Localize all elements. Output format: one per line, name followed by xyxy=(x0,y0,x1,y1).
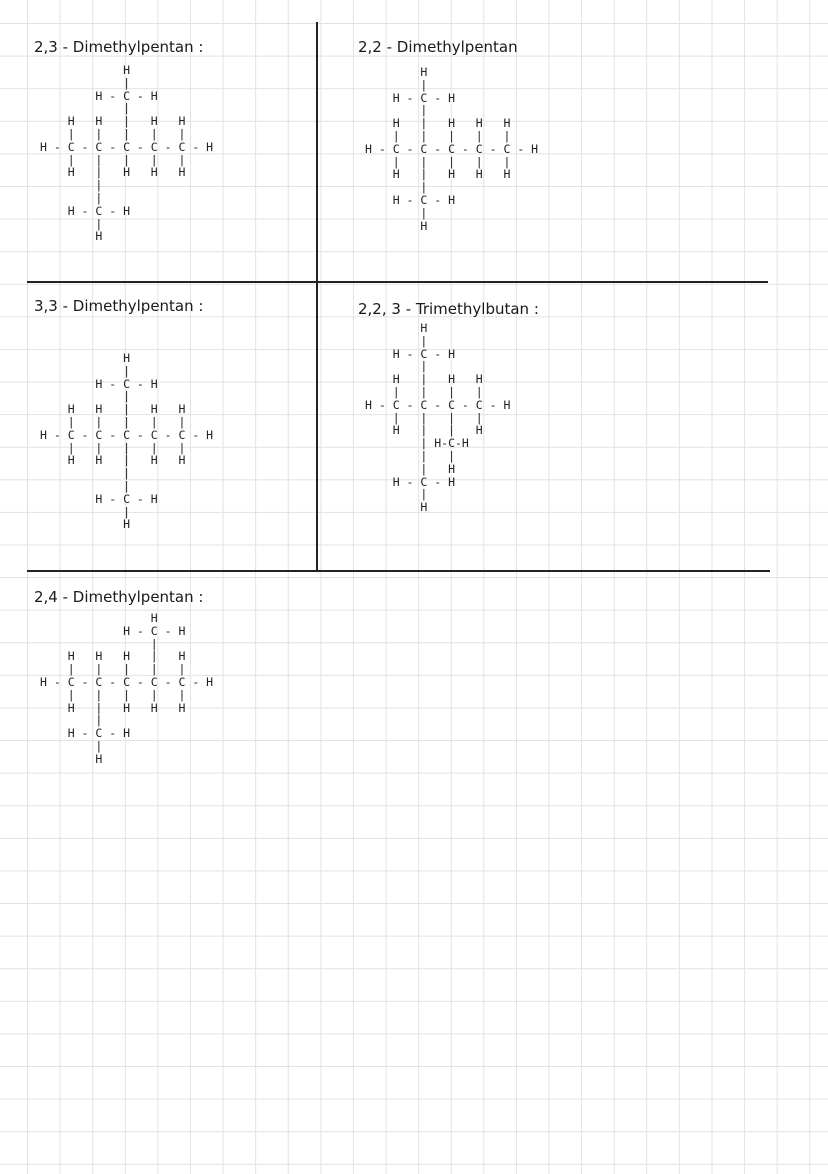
structure-row: | | | | | xyxy=(40,414,186,429)
structure-3-3-dimethylpentan xyxy=(40,352,213,531)
structure-row: | | | | | xyxy=(40,687,186,702)
structure-row: H | H H H xyxy=(365,167,511,182)
horizontal-divider-1 xyxy=(27,281,768,283)
structure-row: | | xyxy=(365,448,456,463)
structure-row: | xyxy=(365,103,428,118)
structure-row: H xyxy=(40,611,158,625)
structure-row: H H H | H xyxy=(40,649,186,664)
structure-row: | xyxy=(40,478,131,493)
structure-row: | | | | | xyxy=(40,440,186,455)
structure-row: H - C - H xyxy=(40,203,131,218)
structure-row: | H xyxy=(365,461,456,476)
structure-row: | | | | | xyxy=(40,662,186,677)
title-2-2-3-trimethylbutan: 2,2, 3 - Trimethylbutan : xyxy=(358,300,539,318)
structure-row: | | | | | xyxy=(40,126,186,141)
structure-row: H xyxy=(40,751,103,766)
structure-row: H xyxy=(40,229,103,244)
horizontal-divider-2 xyxy=(27,570,770,572)
structure-row: | xyxy=(365,77,428,92)
structure-row: | xyxy=(365,333,428,348)
structure-row: H xyxy=(40,517,131,532)
structure-row: H - C - H xyxy=(40,376,158,391)
structure-row: | xyxy=(40,190,103,205)
structure-row: | xyxy=(365,205,428,220)
structure-row: H - C - H xyxy=(40,726,131,741)
title-2-3-dimethylpentan: 2,3 - Dimethylpentan : xyxy=(34,38,204,56)
structure-row: H | H H xyxy=(365,372,483,387)
structure-row: | xyxy=(40,713,103,728)
structure-row: | | | | xyxy=(365,384,483,399)
structure-2-4-dimethylpentan xyxy=(40,612,213,766)
structure-row: | xyxy=(40,363,131,378)
structure-row: | xyxy=(365,487,428,502)
structure-row: H | | H xyxy=(365,423,483,438)
structure-row: H - C - C - C - C - H xyxy=(365,397,511,412)
structure-row: | xyxy=(40,504,131,519)
structure-row: H xyxy=(365,65,428,79)
structure-row: | xyxy=(365,180,428,195)
structure-row: | xyxy=(40,75,131,90)
structure-row: | xyxy=(40,216,103,231)
title-2-4-dimethylpentan: 2,4 - Dimethylpentan : xyxy=(34,588,204,606)
structure-row: H - C - C - C - C - C - H xyxy=(40,674,214,689)
structure-2-3-dimethylpentan xyxy=(40,64,213,243)
structure-row: H | H H H xyxy=(365,116,511,131)
structure-row: H | H H H xyxy=(40,700,186,715)
structure-row: H - C - C - C - C - C - H xyxy=(365,141,539,156)
structure-row: H xyxy=(365,500,428,515)
structure-row: H - C - H xyxy=(40,623,186,638)
structure-row: | xyxy=(40,101,131,116)
structure-row: H xyxy=(365,321,428,335)
structure-row: H H | H H xyxy=(40,402,186,417)
structure-row: | xyxy=(365,359,428,374)
structure-row: H xyxy=(365,218,428,233)
structure-row: | xyxy=(40,178,103,193)
structure-row: H - C - H xyxy=(40,88,158,103)
structure-row: H - C - H xyxy=(365,346,456,361)
structure-row: H - C - H xyxy=(40,491,158,506)
structure-row: H - C - C - C - C - C - H xyxy=(40,427,214,442)
structure-row: H - C - H xyxy=(365,192,456,207)
structure-row: | | | | | xyxy=(365,154,511,169)
structure-row: H xyxy=(40,63,131,77)
structure-row: | | | | | xyxy=(40,152,186,167)
structure-2-2-dimethylpentan xyxy=(365,66,538,232)
structure-row: H | H H H xyxy=(40,165,186,180)
structure-row: H H | H H xyxy=(40,114,186,129)
structure-row: | xyxy=(40,636,158,651)
title-2-2-dimethylpentan: 2,2 - Dimethylpentan xyxy=(358,38,518,56)
structure-row: H - C - C - C - C - C - H xyxy=(40,139,214,154)
structure-row: H - C - H xyxy=(365,474,456,489)
structure-row: | xyxy=(40,466,131,481)
structure-row: H H | H H xyxy=(40,453,186,468)
structure-row: | | | | | xyxy=(365,128,511,143)
structure-row: | xyxy=(40,389,131,404)
structure-2-2-3-trimethylbutan xyxy=(365,322,510,514)
structure-row: | | | | xyxy=(365,410,483,425)
structure-row: H xyxy=(40,351,131,365)
title-3-3-dimethylpentan: 3,3 - Dimethylpentan : xyxy=(34,297,204,315)
structure-row: | H-C-H xyxy=(365,436,469,451)
structure-row: H - C - H xyxy=(365,90,456,105)
vertical-divider xyxy=(316,22,318,572)
structure-row: | xyxy=(40,738,103,753)
